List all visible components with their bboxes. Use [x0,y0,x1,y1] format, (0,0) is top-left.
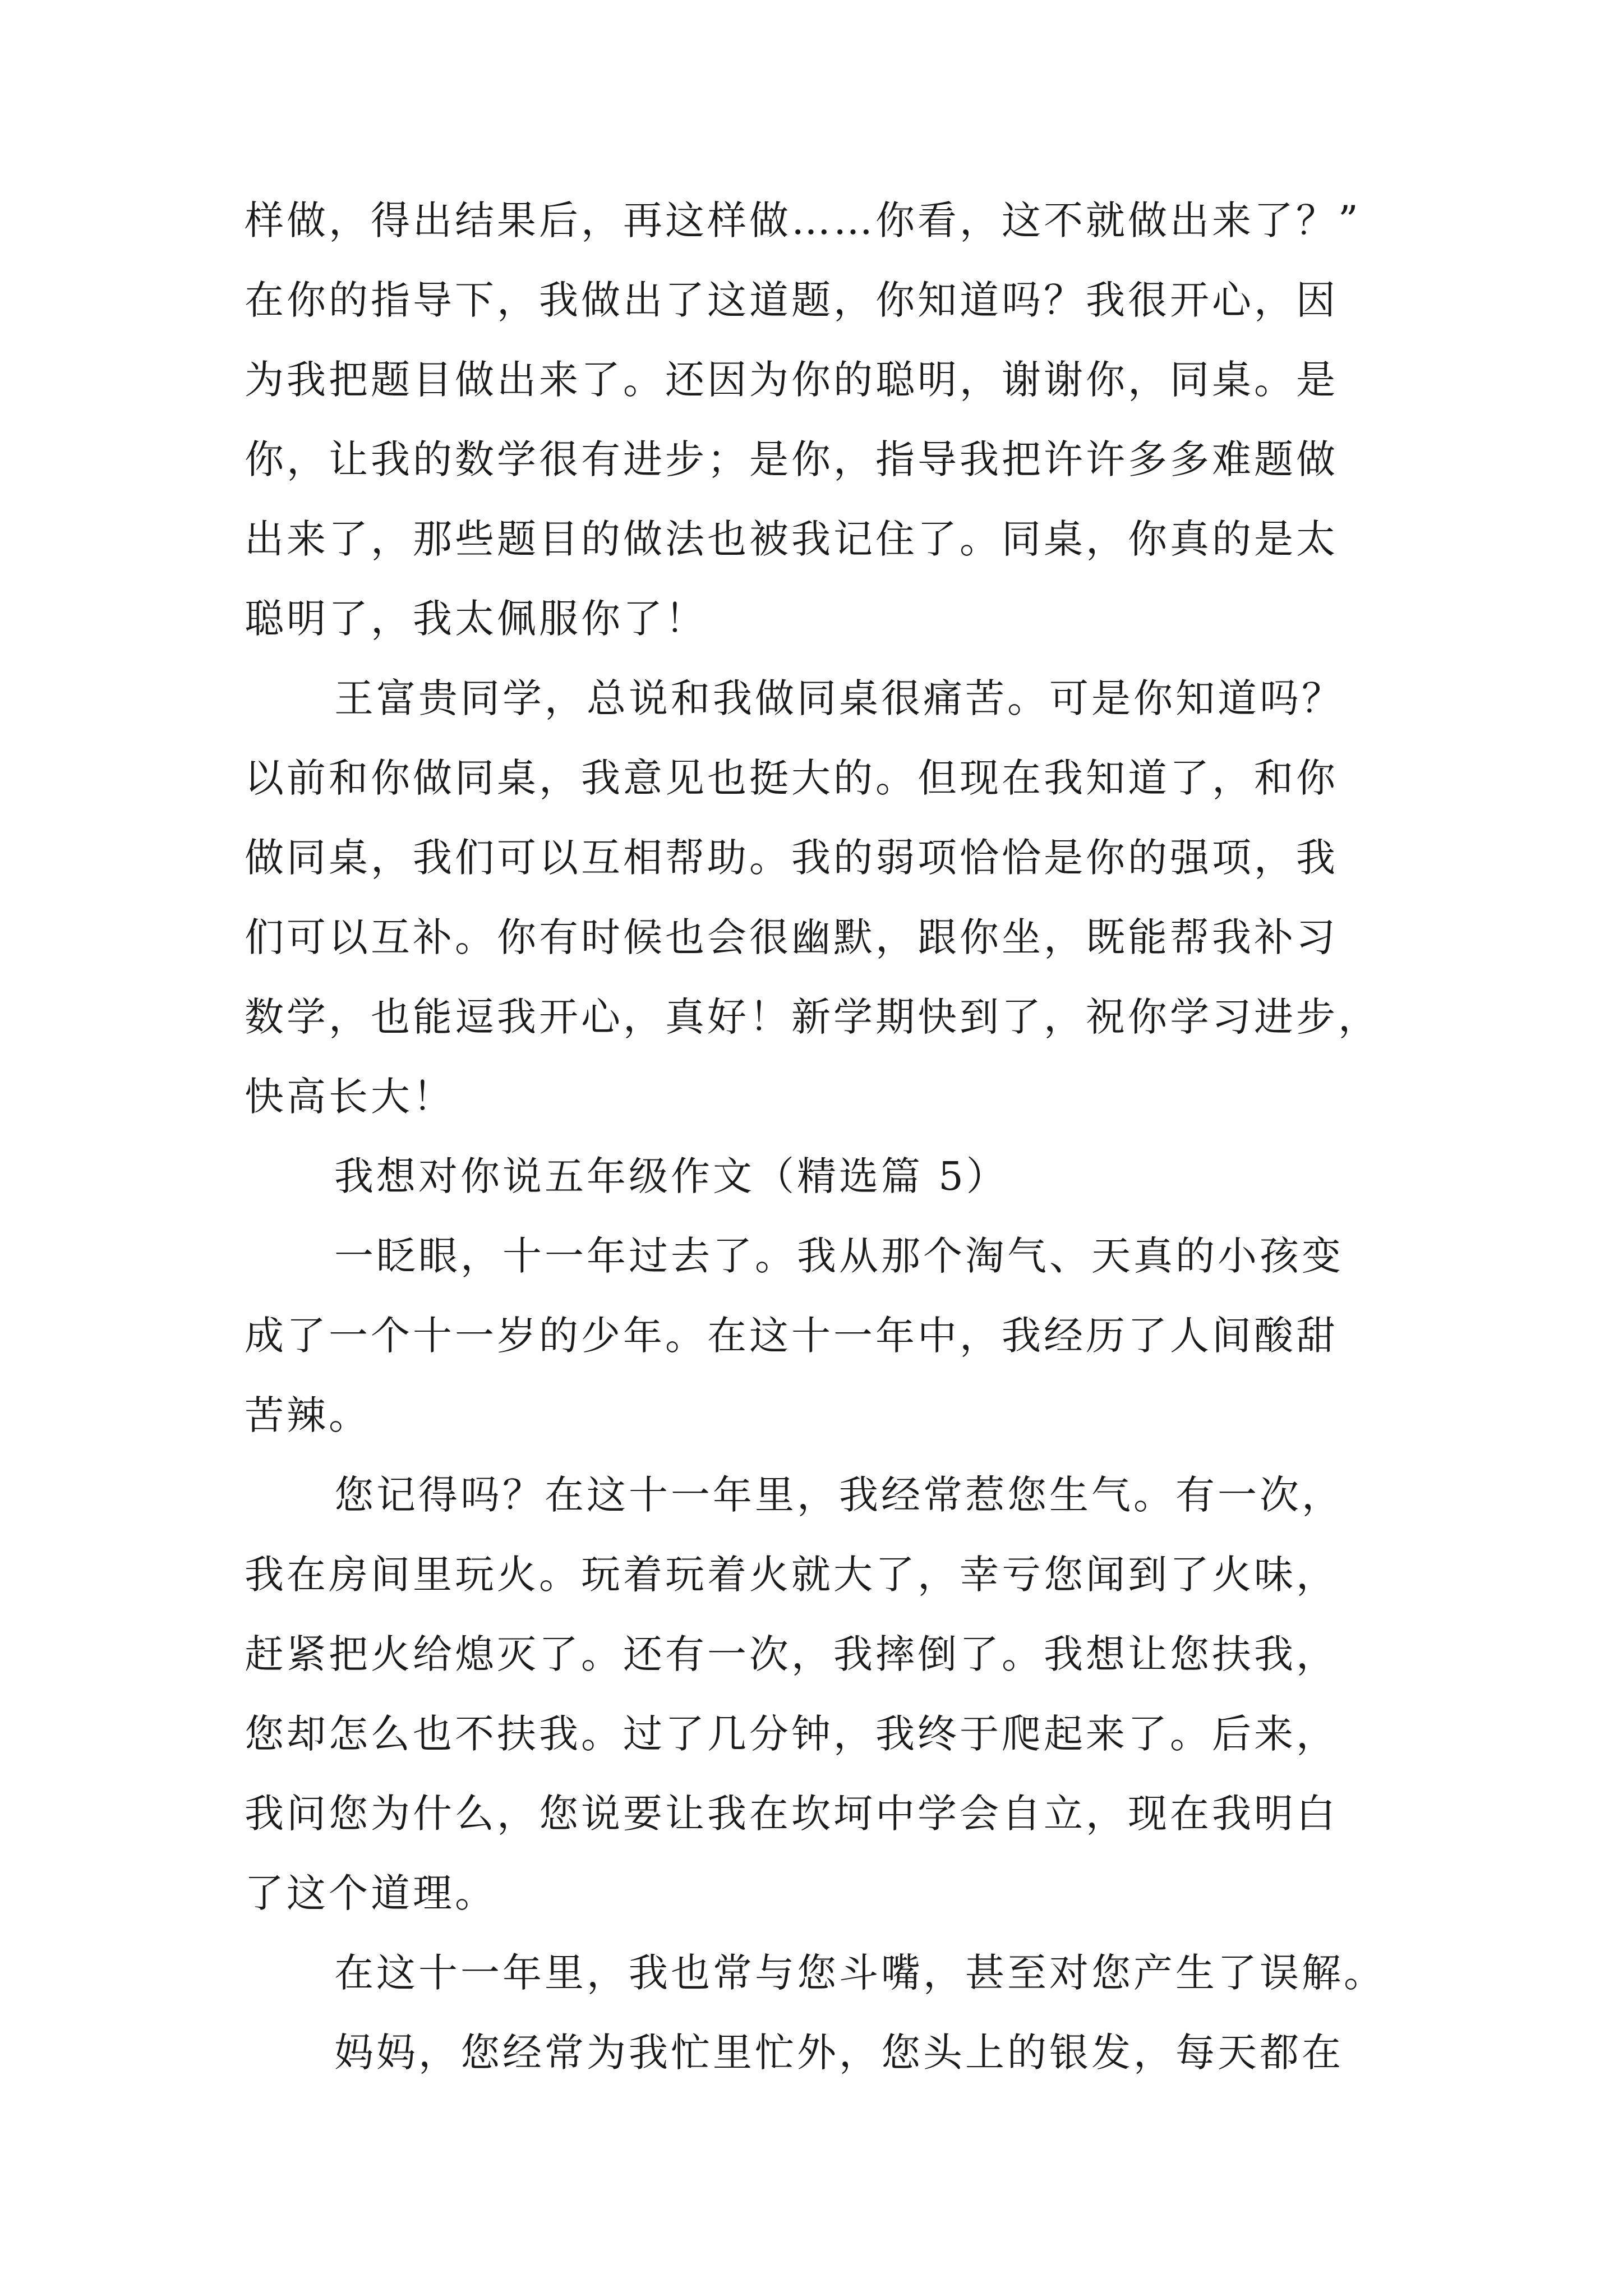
text-line: 样做，得出结果后，再这样做……你看，这不就做出来了？” [245,197,1361,243]
text-line: 您却怎么也不扶我。过了几分钟，我终于爬起来了。后来， [245,1711,1338,1757]
text-line: 一眨眼，十一年过去了。我从那个淘气、天真的小孩变 [334,1233,1344,1279]
text-line: 以前和你做同桌，我意见也挺大的。但现在我知道了，和你 [245,755,1338,801]
text-line: 妈妈，您经常为我忙里忙外，您头上的银发，每天都在 [334,2030,1344,2076]
text-line: 快高长大！ [245,1074,455,1120]
text-line: 出来了，那些题目的做法也被我记住了。同桌，你真的是太 [245,516,1338,562]
text-line: 为我把题目做出来了。还因为你的聪明，谢谢你，同桌。是 [245,357,1338,403]
essay-text [245,181,1389,2092]
text-line: 了这个道理。 [245,1870,497,1916]
text-line: 在这十一年里，我也常与您斗嘴，甚至对您产生了误解。 [334,1950,1386,1996]
text-line: 苦辣。 [245,1392,371,1438]
text-line: 我问您为什么，您说要让我在坎坷中学会自立，现在我明白 [245,1791,1338,1837]
text-line: 做同桌，我们可以互相帮助。我的弱项恰恰是你的强项，我 [245,835,1338,881]
text-line: 赶紧把火给熄灭了。还有一次，我摔倒了。我想让您扶我， [245,1631,1338,1677]
text-line: 你，让我的数学很有进步；是你，指导我把许许多多难题做 [245,436,1338,482]
text-line: 聪明了，我太佩服你了！ [245,596,707,642]
text-line: 成了一个十一岁的少年。在这十一年中，我经历了人间酸甜 [245,1313,1338,1359]
text-line: 们可以互补。你有时候也会很幽默，跟你坐，既能帮我补习 [245,914,1338,960]
text-line: 您记得吗？在这十一年里，我经常惹您生气。有一次， [334,1472,1344,1518]
section-heading: 我想对你说五年级作文（精选篇 5） [334,1153,1008,1199]
text-line: 数学，也能逗我开心，真好！新学期快到了，祝你学习进步， [245,994,1380,1040]
text-line: 在你的指导下，我做出了这道题，你知道吗？我很开心，因 [245,277,1338,323]
text-line: 我在房间里玩火。玩着玩着火就大了，幸亏您闻到了火味， [245,1552,1338,1598]
text-line: 王富贵同学，总说和我做同桌很痛苦。可是你知道吗？ [334,675,1344,721]
